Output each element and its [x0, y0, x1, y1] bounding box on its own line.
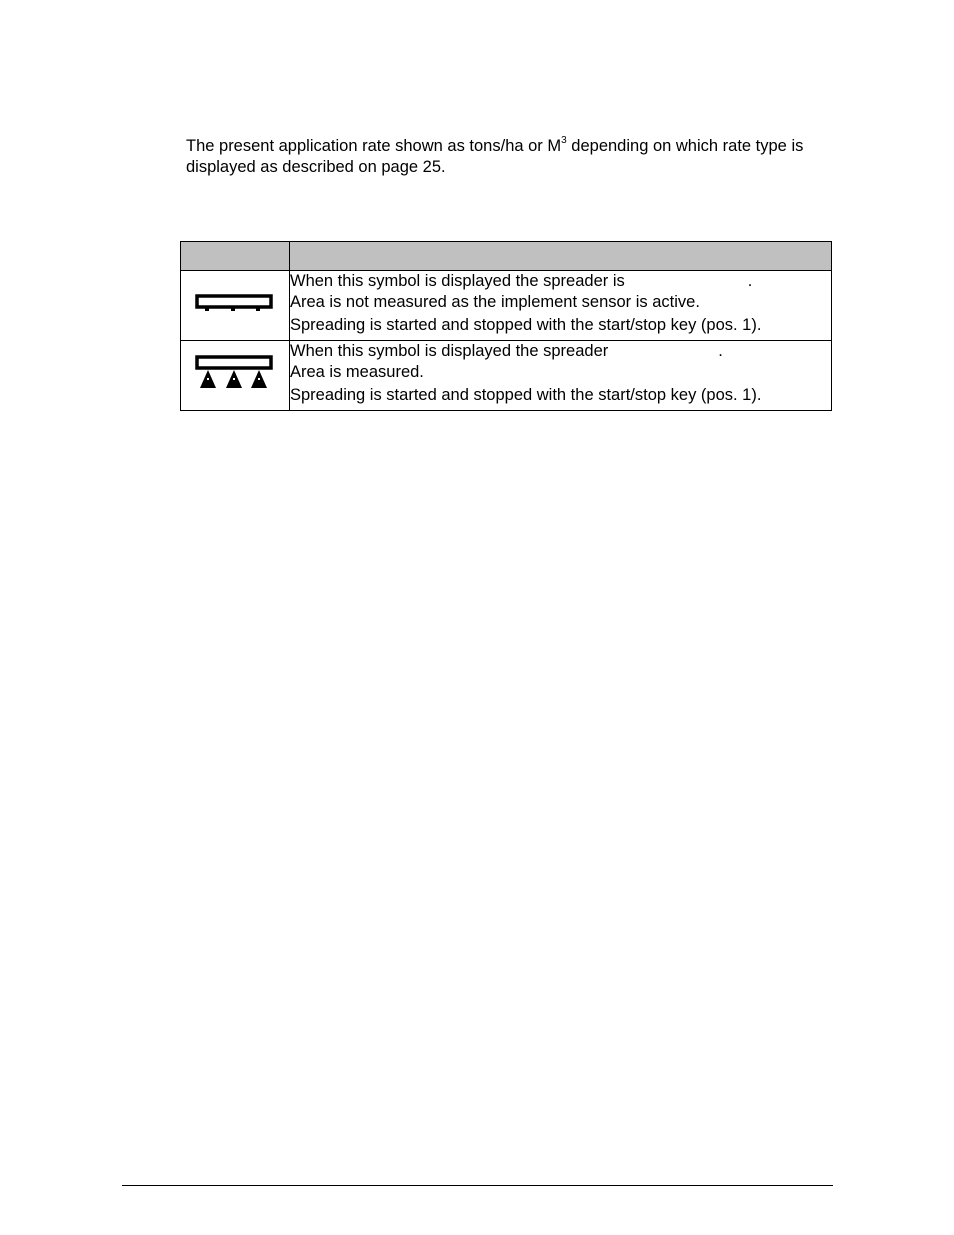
description-cell	[290, 271, 832, 341]
footer-divider	[122, 1185, 833, 1186]
symbol-table	[180, 241, 832, 411]
intro-text-start: The present application rate shown as tons/ha or M	[186, 137, 562, 155]
intro-text-end: depending on which rate type is displayed as described on page 25.	[186, 137, 804, 176]
description-line-1: When this symbol is displayed the spreader .	[290, 342, 723, 360]
intro-superscript: 3	[561, 134, 567, 146]
description-line-3: Spreading is started and stopped with the start/stop key (pos. 1).	[290, 386, 762, 404]
table-row	[181, 271, 832, 341]
intro-paragraph	[186, 136, 836, 178]
description-line-1: When this symbol is displayed the spreader is .	[290, 272, 753, 290]
symbol-cell	[181, 341, 290, 411]
table-row	[181, 341, 832, 411]
symbol-cell	[181, 271, 290, 341]
description-cell	[290, 341, 832, 411]
table-header-row	[181, 242, 832, 271]
spreader-active-icon	[195, 353, 275, 393]
header-cell-description	[290, 242, 832, 271]
header-cell-symbol	[181, 242, 290, 271]
description-line-2: Area is not measured as the implement sensor is active.	[290, 293, 700, 311]
description-line-2: Area is measured.	[290, 363, 424, 381]
description-line-3: Spreading is started and stopped with the start/stop key (pos. 1).	[290, 316, 762, 334]
spreader-inactive-icon	[195, 292, 275, 314]
